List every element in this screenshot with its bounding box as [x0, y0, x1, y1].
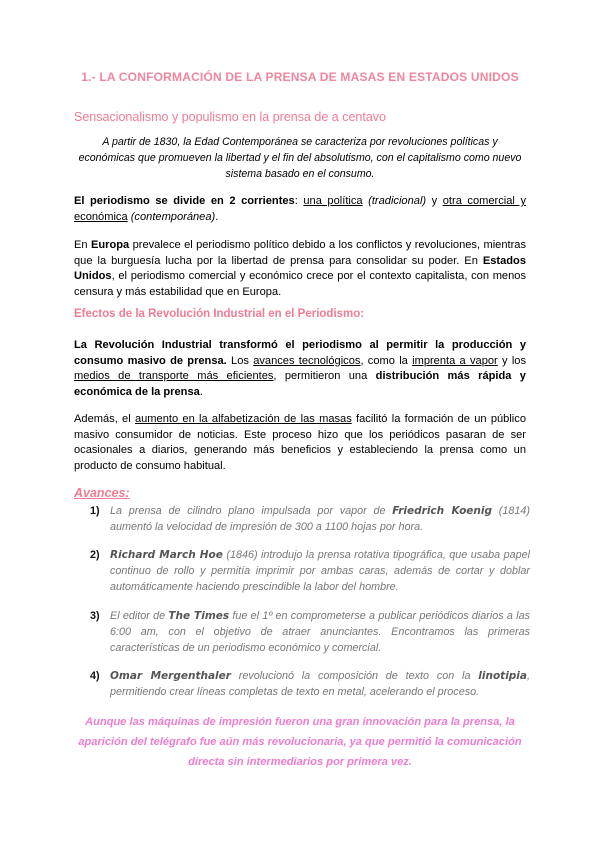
- paragraph-alfabetizacion: [74, 412, 526, 474]
- text: El editor de: [110, 610, 169, 622]
- closing-note: Aunque las máquinas de impresión fueron una gran innovación para la prensa, la aparición del telégrafo fue aún más revolucionaria, ya que permitió la comunicación directa sin intermediarios por primera vez.: [78, 716, 522, 768]
- newspaper-name: The Times: [168, 610, 230, 622]
- text-bold: Europa: [90, 239, 130, 251]
- intro-paragraph: A partir de 1830, la Edad Contemporánea se caracteriza por revoluciones políticas y económicas que promueven la libertad y el fin del absolutismo, con el capitalismo como nuevo sistema basado en el consumo.: [78, 136, 522, 180]
- text-bold: La Revolución Industrial transformó el periodismo al permitir la producción y consumo masivo de prensa.: [74, 339, 526, 367]
- list-number: 3): [90, 610, 100, 622]
- paragraph-europa-eeuu: [74, 238, 526, 300]
- text: Los: [226, 354, 254, 367]
- text-underlined: una política: [303, 195, 363, 207]
- text-bold: distribución más rápida y económica de la prensa: [74, 370, 526, 398]
- paragraph-corrientes: [74, 194, 526, 225]
- section-heading-sensacionalismo: Sensacionalismo y populismo en la prensa de a centavo: [74, 110, 386, 124]
- text: y los: [497, 354, 526, 367]
- section-heading-revolucion-industrial: Efectos de la Revolución Industrial en el Periodismo:: [74, 308, 365, 320]
- text: Además, el: [74, 413, 135, 425]
- text: , permitiendo crear líneas completas de texto en metal, acelerando el proceso.: [110, 670, 530, 698]
- list-item: [90, 668, 530, 700]
- person-name: Richard March Hoe: [110, 549, 223, 561]
- text-underlined: aumento en la alfabetización de las masas: [134, 413, 352, 425]
- paragraph-revolucion-industrial: [74, 338, 526, 400]
- text: prevalece el periodismo político debido a los conflictos y revoluciones, mientras que la burguesía lucha por la libertad de prensa para consolidar su poder. En: [74, 239, 526, 267]
- text-underlined: imprenta a vapor: [412, 354, 498, 367]
- list-item: [90, 608, 530, 656]
- text: :: [294, 195, 304, 207]
- text: revolucionó la composición de texto con la: [230, 670, 479, 682]
- term-name: linotipia: [478, 670, 527, 682]
- text: , permitieron una: [273, 370, 376, 382]
- person-name: Omar Mergenthaler: [110, 670, 231, 682]
- list-number: 2): [90, 549, 100, 561]
- page-title: 1.- LA CONFORMACIÓN DE LA PRENSA DE MASAS EN ESTADOS UNIDOS: [81, 70, 519, 84]
- text-bold: El periodismo se divide en 2 corrientes: [74, 195, 295, 207]
- text: En: [74, 239, 91, 251]
- text-underlined: medios de transporte más eficientes: [74, 370, 274, 382]
- person-name: Friedrich Koenig: [392, 505, 493, 517]
- list-number: 4): [90, 670, 100, 682]
- text-bold: Estados Unidos: [74, 254, 526, 282]
- text: , como la: [360, 354, 413, 367]
- text-underlined: avances tecnológicos: [253, 354, 361, 367]
- list-item: [90, 547, 530, 595]
- text: , el periodismo comercial y económico crece por el contexto capitalista, con menos censura y más estabilidad que en Europa.: [74, 270, 526, 298]
- text: facilitó la formación de un público masivo consumidor de noticias. Este proceso hizo que los periódicos pasaran de ser ocasionales a diarios, generando más beneficios y estableciendo la prensa como un producto de consumo habitual.: [74, 413, 526, 472]
- text-underlined: otra comercial y económica: [74, 195, 526, 223]
- text: .: [215, 210, 219, 223]
- text: La prensa de cilindro plano impulsada por vapor de: [110, 505, 393, 517]
- avances-heading: Avances:: [74, 486, 130, 500]
- text: y: [426, 195, 443, 207]
- text: (1814) aumentó la velocidad de impresión de 300 a 1100 hojas por hora.: [110, 505, 530, 533]
- list-number: 1): [90, 505, 100, 517]
- text: fue el 1º en comprometerse a publicar periódicos diarios a las 6:00 am, con el objetivo de atraer anunciantes. Encontramos las primeras características de un periodismo económico y comercial.: [110, 610, 530, 654]
- list-item: [90, 503, 530, 535]
- text: (1846) introdujo la prensa rotativa tipográfica, que usaba papel continuo de rollo y permitía imprimir por ambas caras, además de cortar y doblar automáticamente haciendo prescindible la labor del hombre.: [110, 549, 531, 593]
- text-italic: (contemporánea): [127, 210, 216, 223]
- text-italic: (tradicional): [362, 195, 427, 207]
- text: .: [199, 385, 203, 398]
